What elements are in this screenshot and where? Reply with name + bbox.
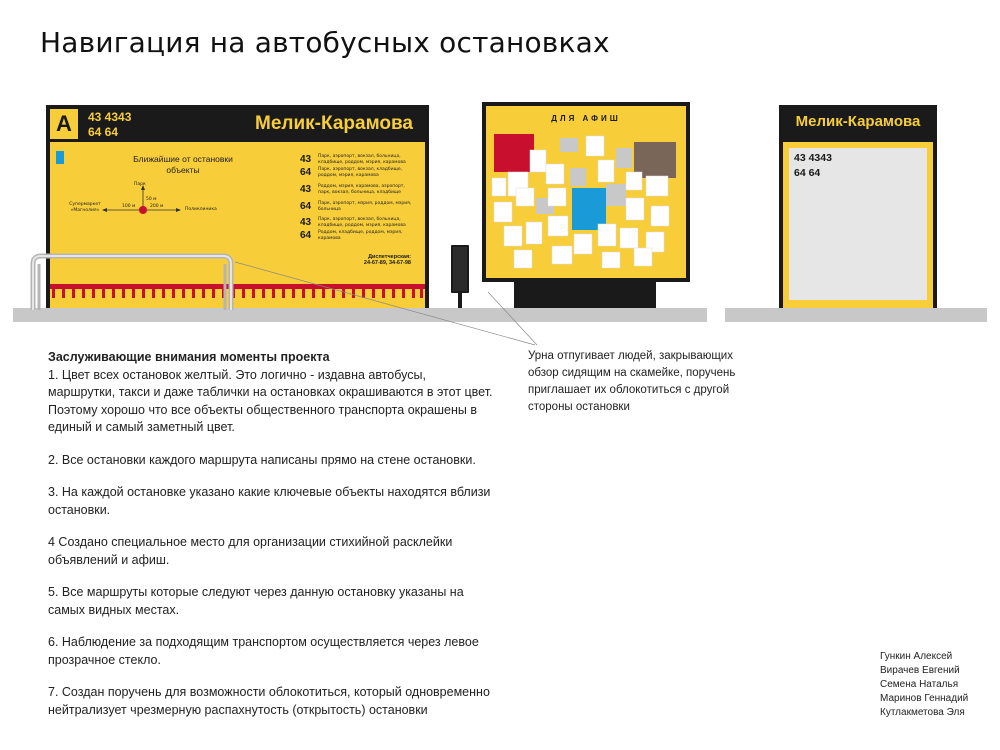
note-item: 7. Создан поручень для возможности облокотиться, который одновременно нейтрализует чрезмерную распахнутость (открытость) остановки xyxy=(48,685,490,717)
map-label-up-dist: 50 м xyxy=(146,197,157,202)
side-route-number-1: 43 4343 xyxy=(794,152,832,164)
note-item: 2. Все остановки каждого маршрута написаны прямо на стене остановки. xyxy=(48,452,476,467)
annotation-text: Урна отпугивает людей, закрывающих обзор сидящим на скамейке, поручень приглашает их облокотиться с другой стороны остановки xyxy=(528,350,736,413)
nearby-title: Ближайшие от остановки объекты xyxy=(133,154,233,175)
page-title: Навигация на автобусных остановках xyxy=(40,26,610,59)
route-row-number: 64 xyxy=(300,201,312,212)
dispatcher-phones: 24-67-89, 34-67-98 xyxy=(363,260,411,266)
route-row-desc: Парк, аэропорт, вокзал, кладбище, роддом, мэрия, карамова xyxy=(318,167,403,178)
author: Кутлакметова Эля xyxy=(880,707,965,718)
route-row-desc: Парк, аэропорт, вокзал, больница, кладбище, роддом, мэрия, карамова xyxy=(318,217,406,228)
route-row-number: 43 xyxy=(300,217,312,228)
route-number-1: 43 4343 xyxy=(88,110,132,124)
route-row-number: 43 xyxy=(300,154,312,165)
map-label-right-dist: 200 м xyxy=(150,204,164,209)
side-route-number-2: 64 64 xyxy=(794,167,821,179)
note-item: 5. Все маршруты которые следуют через данную остановку указаны на самых видных местах. xyxy=(48,585,464,617)
author: Маринов Геннадий xyxy=(880,693,969,704)
route-row-number: 43 xyxy=(300,184,312,195)
side-stop-name: Мелик-Карамова xyxy=(795,113,921,130)
route-row-desc: Роддом, кладбище, роддом, мэрия, карамова xyxy=(318,230,403,241)
note-item: 4 Создано специальное место для организации стихийной расклейки объявлений и афиш. xyxy=(48,535,453,567)
stop-name: Мелик-Карамова xyxy=(255,113,413,134)
route-row-desc: Роддом, мэрия, карамова, аэропорт, парк, вокзал, больница, кладбище xyxy=(318,184,405,195)
route-row-desc: Парк, аэропорт, вокзал, больница, кладбище, роддом, мэрия, карамова xyxy=(318,154,406,165)
dispatcher-label: Диспетчерская: xyxy=(368,254,411,260)
route-row-desc: Парк, аэропорт, мэрия, роддом, мэрия, больница xyxy=(318,201,412,212)
author: Гункин Алексей xyxy=(880,651,953,662)
route-number-2: 64 64 xyxy=(88,125,119,139)
note-item: 1. Цвет всех остановок желтый. Это логично - издавна автобусы, маршрутки, такси и даже таблички на остановках окрашиваются в этот цвет. Поэтому хорошо что все объекты общественного транспорта окрашены в единый и самый заметный цвет. xyxy=(48,367,493,434)
map-label-left: Супермаркет «Магнолия» xyxy=(69,202,101,213)
route-row-number: 64 xyxy=(300,230,312,241)
map-label-right: Поликлиника xyxy=(185,207,217,212)
stop-letter: A xyxy=(56,111,72,136)
authors xyxy=(880,650,968,720)
map-label-left-dist: 100 м xyxy=(122,204,136,209)
map-label-up: Парк xyxy=(134,182,146,187)
author: Семена Наталья xyxy=(880,679,959,690)
poster-title: ДЛЯ АФИШ xyxy=(551,114,621,123)
notes-heading: Заслуживающие внимания моменты проекта xyxy=(48,350,330,364)
note-item: 6. Наблюдение за подходящим транспортом осуществляется через левое прозрачное стекло. xyxy=(48,635,479,667)
notes xyxy=(48,349,493,734)
author: Вирачев Евгений xyxy=(880,665,960,676)
note-item: 3. На каждой остановке указано какие ключевые объекты находятся вблизи остановки. xyxy=(48,485,491,517)
route-row-number: 64 xyxy=(300,167,312,178)
